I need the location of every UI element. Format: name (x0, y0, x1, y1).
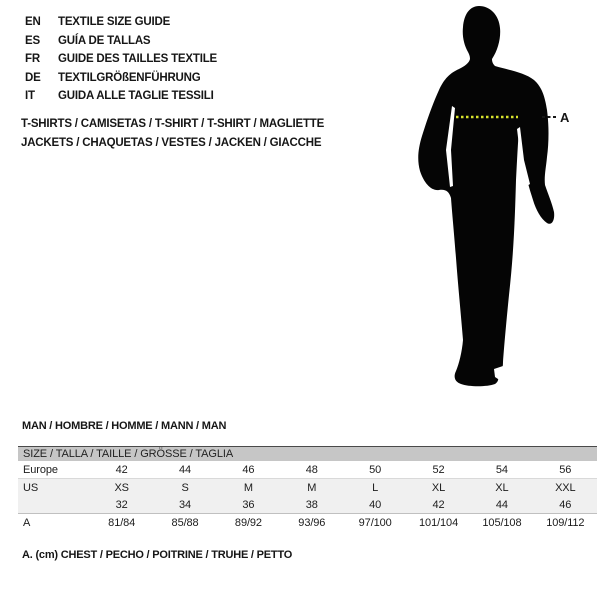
language-code: EN (25, 16, 41, 28)
size-cell: 56 (559, 463, 572, 476)
size-cell: 85/88 (153, 514, 216, 532)
size-cell: 52 (432, 463, 445, 476)
size-cell: 101/104 (407, 514, 470, 532)
language-code: IT (25, 90, 35, 103)
language-row (25, 32, 217, 51)
size-cell: 105/108 (470, 514, 533, 532)
size-cell: 40 (344, 496, 407, 514)
language-code: FR (25, 53, 40, 66)
language-row (25, 13, 217, 32)
language-row (25, 87, 217, 106)
language-label: TEXTILGRÖßENFÜHRUNG (58, 71, 201, 84)
size-cell: 81/84 (90, 514, 153, 532)
size-cell: 46 (242, 463, 255, 476)
size-cell: S (153, 479, 216, 497)
size-cell: 50 (369, 463, 382, 476)
size-cell: XL (407, 479, 470, 497)
product-type-line: JACKETS / CHAQUETAS / VESTES / JACKEN / GIACCHE (21, 136, 322, 149)
language-label: GUIDE DES TAILLES TEXTILE (58, 53, 217, 66)
product-type-line: T-SHIRTS / CAMISETAS / T-SHIRT / T-SHIRT / MAGLIETTE (21, 118, 325, 130)
row-label (18, 496, 90, 514)
size-table-header: SIZE / TALLA / TAILLE / GRÖSSE / TAGLIA (18, 447, 597, 462)
size-cell: XXL (534, 479, 597, 497)
size-cell: 42 (407, 496, 470, 514)
size-table-header-row (18, 447, 597, 462)
size-cell: 109/112 (534, 514, 597, 532)
language-list (25, 13, 217, 106)
size-cell: XS (90, 479, 153, 497)
size-cell: L (344, 479, 407, 497)
man-silhouette (418, 6, 554, 386)
footnote: A. (cm) CHEST / PECHO / POITRINE / TRUHE / PETTO (22, 549, 293, 561)
size-table-row (18, 461, 597, 479)
language-label: TEXTILE SIZE GUIDE (58, 16, 171, 28)
size-cell: 97/100 (344, 514, 407, 532)
size-cell: 44 (470, 496, 533, 514)
size-cell: 93/96 (280, 514, 343, 532)
size-table-row (18, 496, 597, 514)
man-silhouette-figure (390, 0, 600, 400)
language-label: GUIDA ALLE TAGLIE TESSILI (58, 90, 214, 103)
language-label: GUÍA DE TALLAS (58, 34, 151, 47)
size-cell: 48 (305, 463, 318, 476)
size-cell: XL (470, 479, 533, 497)
size-cell: M (217, 479, 280, 497)
size-cell: 32 (90, 496, 153, 514)
size-table (18, 446, 597, 531)
size-cell: 38 (280, 496, 343, 514)
row-label: Europe (23, 463, 58, 476)
language-row (25, 69, 217, 88)
language-row (25, 50, 217, 69)
size-cell: 89/92 (217, 514, 280, 532)
size-cell: 44 (179, 463, 192, 476)
size-cell: 36 (217, 496, 280, 514)
size-table-row (18, 479, 597, 497)
measure-label-a: A (560, 110, 570, 125)
size-cell: 46 (534, 496, 597, 514)
size-table-row (18, 514, 597, 532)
size-cell: M (280, 479, 343, 497)
row-label: A (18, 514, 90, 532)
row-label: US (18, 479, 90, 497)
size-cell: 42 (115, 463, 128, 476)
size-cell: 54 (495, 463, 508, 476)
size-cell: 34 (153, 496, 216, 514)
product-type-block (21, 115, 324, 152)
language-code: DE (25, 71, 41, 84)
language-code: ES (25, 34, 40, 47)
section-title: MAN / HOMBRE / HOMME / MANN / MAN (22, 420, 227, 432)
